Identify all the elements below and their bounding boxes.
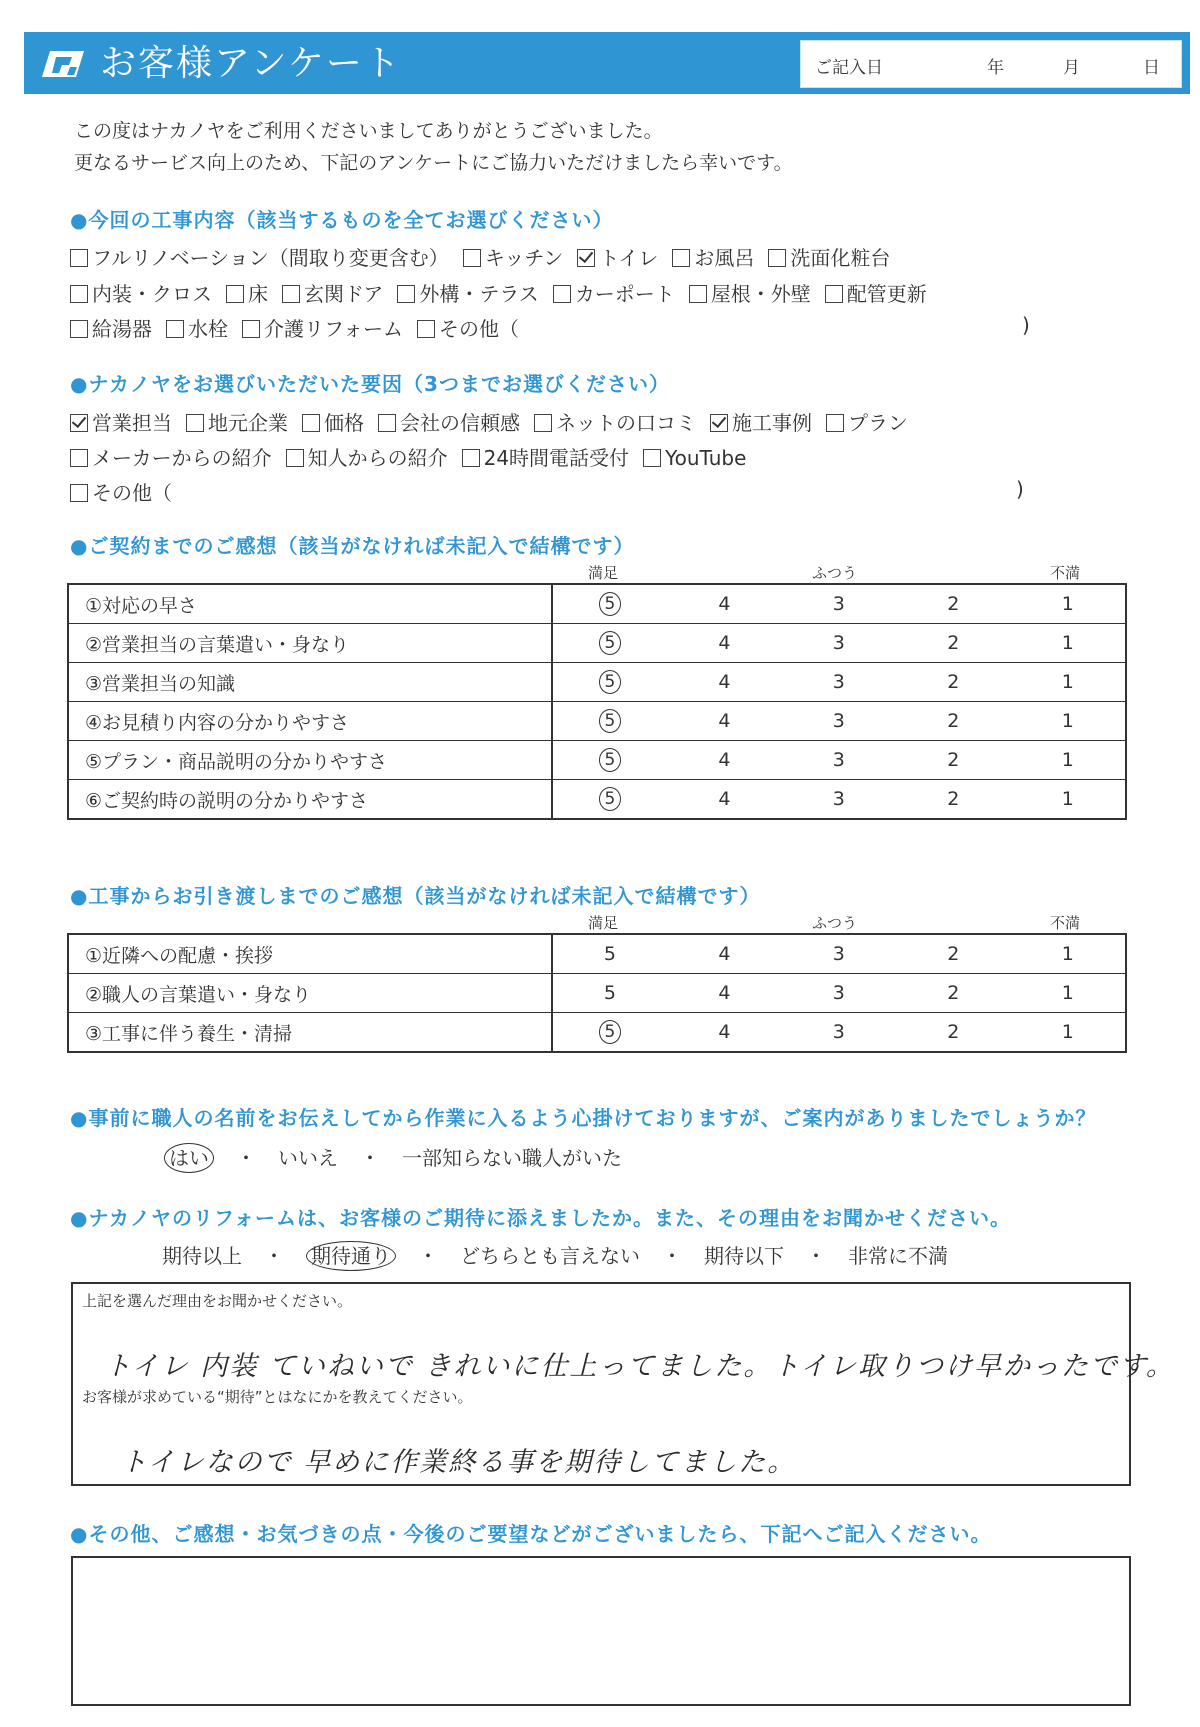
rating-cell[interactable]: [552, 741, 668, 780]
rating-cell[interactable]: [552, 663, 668, 702]
checkbox-label: 施工事例: [732, 411, 812, 435]
rating-value: 4: [718, 788, 731, 810]
checkbox-label: プラン: [848, 411, 908, 435]
checkbox-option[interactable]: [282, 278, 383, 307]
section-work-content-heading: ●今回の工事内容（該当するものを全てお選びください）: [70, 208, 614, 232]
rating-value: 4: [718, 632, 731, 654]
rating-cell[interactable]: [667, 934, 781, 974]
checked-checkbox-icon[interactable]: [710, 414, 728, 432]
rating-cell[interactable]: [896, 780, 1010, 820]
section2-option-row: [70, 442, 760, 471]
other-paren-close: ): [1022, 313, 1030, 337]
section2-option-row: [70, 477, 186, 506]
rating-question: ②営業担当の言葉遣い・身なり: [68, 624, 552, 663]
rating-row: [68, 974, 1126, 1013]
year-label: 年: [987, 58, 1004, 78]
craftsman-notice-choices: [164, 1142, 622, 1173]
rating-value: 1: [1061, 943, 1074, 965]
section-other-comments-heading: ●その他、ご感想・お気づきの点・今後のご要望などがございましたら、下記へご記入ください。: [70, 1522, 992, 1546]
checkbox-label: 内装・クロス: [92, 282, 212, 306]
rating-cell[interactable]: [1011, 702, 1127, 741]
choice-separator: ・: [418, 1244, 438, 1268]
checkbox-icon[interactable]: [689, 285, 707, 303]
page-title: お客様アンケート: [100, 43, 402, 84]
rating-cell[interactable]: [896, 584, 1010, 624]
rating-cell[interactable]: [782, 974, 896, 1013]
checkbox-icon[interactable]: [70, 484, 88, 502]
rating-value: 1: [1061, 671, 1074, 693]
selected-rating: 5: [599, 631, 621, 655]
scale-high-label-2: 満足: [588, 914, 619, 932]
rating-cell[interactable]: [552, 1013, 668, 1053]
scale-high-label: 満足: [588, 564, 619, 582]
rating-value: 5: [603, 982, 616, 1004]
checkbox-icon[interactable]: [242, 320, 260, 338]
rating-cell[interactable]: [782, 702, 896, 741]
checkbox-option[interactable]: [672, 242, 754, 271]
rating-row: [68, 584, 1126, 624]
section1-option-row: [70, 242, 904, 271]
rating-cell[interactable]: [552, 702, 668, 741]
checkbox-icon[interactable]: [826, 414, 844, 432]
section-construction-impressions-heading: ●工事からお引き渡しまでのご感想（該当がなければ未記入で結構です）: [70, 884, 761, 908]
checkbox-label: 地元企業: [208, 411, 288, 435]
rating-value: 2: [947, 749, 960, 771]
checkbox-icon[interactable]: [462, 449, 480, 467]
checkbox-option[interactable]: [302, 407, 364, 436]
rating-row: [68, 1013, 1126, 1053]
checkbox-label: カーポート: [574, 282, 675, 306]
rating-value: 1: [1061, 749, 1074, 771]
rating-row: [68, 780, 1126, 820]
rating-value: 3: [832, 632, 845, 654]
section1-option-row: [70, 313, 533, 342]
checkbox-icon[interactable]: [302, 414, 320, 432]
checkbox-label: キッチン: [484, 246, 564, 270]
choice-option[interactable]: どちらとも言えない: [460, 1244, 640, 1268]
checkbox-label: メーカーからの紹介: [92, 446, 272, 470]
choice-separator: ・: [806, 1244, 826, 1268]
rating-cell[interactable]: [552, 974, 668, 1013]
section2-option-row: [70, 407, 922, 436]
checkbox-option[interactable]: [397, 278, 538, 307]
rating-value: 3: [832, 671, 845, 693]
checkbox-icon[interactable]: [643, 449, 661, 467]
checkbox-option[interactable]: [689, 278, 811, 307]
expectation-choices: [162, 1240, 948, 1271]
checkbox-label: 屋根・外壁: [710, 282, 811, 306]
rating-row: [68, 741, 1126, 780]
rating-cell[interactable]: [782, 624, 896, 663]
checkbox-icon[interactable]: [417, 320, 435, 338]
checkbox-label: 水栓: [188, 317, 228, 341]
checkbox-option[interactable]: [70, 407, 172, 436]
rating-row: [68, 624, 1126, 663]
rating-row: [68, 663, 1126, 702]
rating-cell[interactable]: [896, 974, 1010, 1013]
checkbox-label: 配管更新: [846, 282, 927, 306]
month-label: 月: [1063, 58, 1080, 78]
scale-mid-label: ふつう: [812, 564, 858, 582]
checkbox-icon[interactable]: [534, 414, 552, 432]
selected-rating: 5: [599, 748, 621, 772]
checkbox-option[interactable]: [710, 407, 812, 436]
rating-cell[interactable]: [552, 624, 668, 663]
rating-value: 1: [1061, 1021, 1074, 1043]
rating-cell[interactable]: [667, 663, 781, 702]
rating-value: 4: [718, 982, 731, 1004]
choice-separator: ・: [360, 1146, 380, 1170]
rating-value: 2: [947, 1021, 960, 1043]
rating-value: 3: [832, 943, 845, 965]
checkbox-icon[interactable]: [70, 449, 88, 467]
checkbox-option[interactable]: [166, 313, 228, 342]
intro-line-2: 更なるサービス向上のため、下記のアンケートにご協力いただけましたら幸いです。: [74, 152, 793, 174]
checkbox-icon[interactable]: [70, 285, 88, 303]
date-label: ご記入日: [815, 58, 883, 78]
construction-rating-table: [67, 933, 1127, 1053]
rating-value: 3: [832, 749, 845, 771]
rating-question: ④お見積り内容の分かりやすさ: [68, 702, 552, 741]
rating-cell[interactable]: [1011, 1013, 1127, 1053]
selected-choice[interactable]: 期待通り: [306, 1241, 396, 1271]
choice-option[interactable]: 一部知らない職人がいた: [402, 1146, 622, 1170]
checkbox-option[interactable]: [553, 278, 675, 307]
checkbox-label: 価格: [324, 411, 364, 435]
rating-cell[interactable]: [667, 624, 781, 663]
rating-question: ⑤プラン・商品説明の分かりやすさ: [68, 741, 552, 780]
choice-option[interactable]: 非常に不満: [848, 1244, 948, 1268]
checkbox-icon[interactable]: [378, 414, 396, 432]
rating-question: ③営業担当の知識: [68, 663, 552, 702]
rating-cell[interactable]: [782, 1013, 896, 1053]
rating-cell[interactable]: [1011, 934, 1127, 974]
checkbox-option[interactable]: [70, 242, 449, 271]
rating-cell[interactable]: [1011, 741, 1127, 780]
checkbox-label: YouTube: [665, 446, 747, 470]
rating-value: 3: [832, 710, 845, 732]
checkbox-label: お風呂: [694, 246, 755, 270]
selected-rating: 5: [599, 709, 621, 733]
selected-rating: 5: [599, 787, 621, 811]
rating-value: 4: [718, 710, 731, 732]
section-craftsman-notice-heading: ●事前に職人の名前をお伝えしてから作業に入るよう心掛けておりますが、ご案内がありましたでしょうか？: [70, 1106, 1097, 1130]
checkbox-icon[interactable]: [672, 249, 690, 267]
rating-value: 4: [718, 749, 731, 771]
checkbox-icon[interactable]: [70, 249, 88, 267]
scale-low-label-2: 不満: [1050, 914, 1081, 932]
rating-cell[interactable]: [896, 934, 1010, 974]
checked-checkbox-icon[interactable]: [577, 249, 595, 267]
checkbox-option[interactable]: [462, 442, 629, 471]
section-expectation-heading: ●ナカノヤのリフォームは、お客様のご期待に添えましたか。また、その理由をお聞かせください。: [70, 1206, 1012, 1230]
rating-cell[interactable]: [896, 624, 1010, 663]
rating-value: 5: [603, 943, 616, 965]
checkbox-icon[interactable]: [226, 285, 244, 303]
expectation-answer: トイレなので 早めに作業終る事を期待してました。: [120, 1447, 797, 1478]
checkbox-option[interactable]: [643, 446, 746, 470]
rating-value: 4: [718, 593, 731, 615]
rating-value: 2: [947, 788, 960, 810]
checkbox-label: 介護リフォーム: [264, 317, 403, 341]
checkbox-option[interactable]: [226, 278, 268, 307]
rating-cell[interactable]: [1011, 663, 1127, 702]
rating-value: 2: [947, 943, 960, 965]
rating-cell[interactable]: [667, 702, 781, 741]
selected-choice[interactable]: はい: [164, 1143, 214, 1173]
rating-value: 1: [1061, 632, 1074, 654]
checkbox-icon[interactable]: [768, 249, 786, 267]
rating-value: 3: [832, 788, 845, 810]
checkbox-icon[interactable]: [463, 249, 481, 267]
rating-row: [68, 702, 1126, 741]
rating-value: 1: [1061, 788, 1074, 810]
checkbox-option[interactable]: [826, 407, 908, 436]
other-paren-close-2: ): [1016, 477, 1024, 501]
rating-cell[interactable]: [667, 741, 781, 780]
rating-question: ③工事に伴う養生・清掃: [68, 1013, 552, 1053]
rating-cell[interactable]: [552, 584, 668, 624]
checkbox-icon[interactable]: [553, 285, 571, 303]
checkbox-option[interactable]: [825, 278, 927, 307]
rating-cell[interactable]: [782, 741, 896, 780]
selected-rating: 5: [599, 670, 621, 694]
rating-value: 2: [947, 982, 960, 1004]
reason-prompt: 上記を選んだ理由をお聞かせください。: [82, 1292, 353, 1310]
checkbox-icon[interactable]: [825, 285, 843, 303]
checkbox-label: 給湯器: [92, 317, 152, 341]
rating-value: 3: [832, 982, 845, 1004]
rating-cell[interactable]: [896, 1013, 1010, 1053]
intro-line-1: この度はナカノヤをご利用くださいましてありがとうございました。: [74, 120, 663, 142]
checkbox-option[interactable]: [577, 242, 658, 271]
checkbox-option[interactable]: [70, 313, 152, 342]
checkbox-option[interactable]: [70, 278, 212, 307]
checkbox-label: フルリノベーション（間取り変更含む）: [92, 246, 449, 270]
selected-rating: 5: [599, 1020, 621, 1044]
rating-value: 1: [1061, 982, 1074, 1004]
checkbox-label: トイレ: [599, 246, 659, 270]
checkbox-option[interactable]: [534, 407, 696, 436]
checkbox-option[interactable]: [768, 242, 890, 271]
checkbox-option[interactable]: [417, 313, 519, 342]
checkbox-label: 知人からの紹介: [307, 446, 448, 470]
choice-separator: ・: [662, 1244, 682, 1268]
rating-cell[interactable]: [782, 934, 896, 974]
checkbox-label: その他（: [439, 317, 519, 341]
checkbox-icon[interactable]: [286, 449, 304, 467]
checkbox-label: 洗面化粧台: [790, 246, 891, 270]
rating-cell[interactable]: [896, 741, 1010, 780]
checkbox-option[interactable]: [70, 477, 172, 506]
choice-separator: ・: [264, 1244, 284, 1268]
rating-value: 4: [718, 943, 731, 965]
rating-value: 2: [947, 632, 960, 654]
choice-option[interactable]: 期待以下: [704, 1244, 784, 1268]
rating-cell[interactable]: [1011, 624, 1127, 663]
checkbox-label: 会社の信頼感: [400, 411, 520, 435]
section-contract-impressions-heading: ●ご契約までのご感想（該当がなければ未記入で結構です）: [70, 534, 635, 558]
rating-cell[interactable]: [667, 974, 781, 1013]
day-label: 日: [1143, 58, 1160, 78]
checkbox-label: 外構・テラス: [419, 282, 539, 306]
rating-cell[interactable]: [667, 584, 781, 624]
choice-separator: ・: [236, 1146, 256, 1170]
section1-option-row: [70, 278, 941, 307]
checkbox-label: その他（: [92, 481, 172, 505]
checkbox-option[interactable]: [186, 407, 288, 436]
rating-cell[interactable]: [782, 584, 896, 624]
selected-rating: 5: [599, 592, 621, 616]
checkbox-icon[interactable]: [397, 285, 415, 303]
checkbox-option[interactable]: [463, 242, 564, 271]
checkbox-label: 床: [248, 282, 268, 306]
checked-checkbox-icon[interactable]: [70, 414, 88, 432]
rating-cell[interactable]: [896, 702, 1010, 741]
checkbox-icon[interactable]: [70, 320, 88, 338]
choice-option[interactable]: いいえ: [278, 1146, 338, 1170]
scale-low-label: 不満: [1050, 564, 1081, 582]
rating-value: 2: [947, 710, 960, 732]
rating-value: 2: [947, 593, 960, 615]
rating-value: 1: [1061, 710, 1074, 732]
checkbox-option[interactable]: [70, 442, 272, 471]
rating-cell[interactable]: [667, 1013, 781, 1053]
rating-cell[interactable]: [782, 780, 896, 820]
checkbox-option[interactable]: [242, 313, 403, 342]
reason-answer: トイレ 内装 ていねいで きれいに仕上ってました。トイレ取りつけ早かったです。: [104, 1351, 1175, 1382]
checkbox-label: 玄関ドア: [304, 282, 384, 306]
checkbox-label: 営業担当: [92, 411, 172, 435]
rating-value: 3: [832, 1021, 845, 1043]
checkbox-icon[interactable]: [166, 320, 184, 338]
contract-rating-table: [67, 583, 1127, 820]
rating-value: 2: [947, 671, 960, 693]
expectation-prompt: お客様が求めている“期待”とはなにかを教えてください。: [82, 1388, 473, 1406]
other-comments-box[interactable]: [71, 1556, 1131, 1706]
nakanoya-logo-icon: [40, 47, 88, 81]
scale-mid-label-2: ふつう: [812, 914, 858, 932]
rating-value: 4: [718, 671, 731, 693]
checkbox-label: 24時間電話受付: [483, 446, 630, 470]
rating-cell[interactable]: [1011, 584, 1127, 624]
checkbox-label: ネットの口コミ: [556, 411, 696, 435]
rating-value: 1: [1061, 593, 1074, 615]
checkbox-icon[interactable]: [186, 414, 204, 432]
rating-value: 3: [832, 593, 845, 615]
rating-cell[interactable]: [667, 780, 781, 820]
checkbox-option[interactable]: [286, 442, 448, 471]
rating-question: ②職人の言葉遣い・身なり: [68, 974, 552, 1013]
rating-question: ⑥ご契約時の説明の分かりやすさ: [68, 780, 552, 820]
rating-value: 4: [718, 1021, 731, 1043]
checkbox-option[interactable]: [378, 407, 520, 436]
checkbox-icon[interactable]: [282, 285, 300, 303]
rating-cell[interactable]: [896, 663, 1010, 702]
rating-cell[interactable]: [782, 663, 896, 702]
rating-cell[interactable]: [1011, 974, 1127, 1013]
choice-option[interactable]: 期待以上: [162, 1244, 242, 1268]
rating-cell[interactable]: [1011, 780, 1127, 820]
rating-row: [68, 934, 1126, 974]
section-reasons-heading: ●ナカノヤをお選びいただいた要因（3つまでお選びください）: [70, 372, 670, 396]
rating-cell[interactable]: [552, 934, 668, 974]
rating-cell[interactable]: [552, 780, 668, 820]
date-field[interactable]: [800, 40, 1182, 88]
rating-question: ①対応の早さ: [68, 584, 552, 624]
rating-question: ①近隣への配慮・挨拶: [68, 934, 552, 974]
